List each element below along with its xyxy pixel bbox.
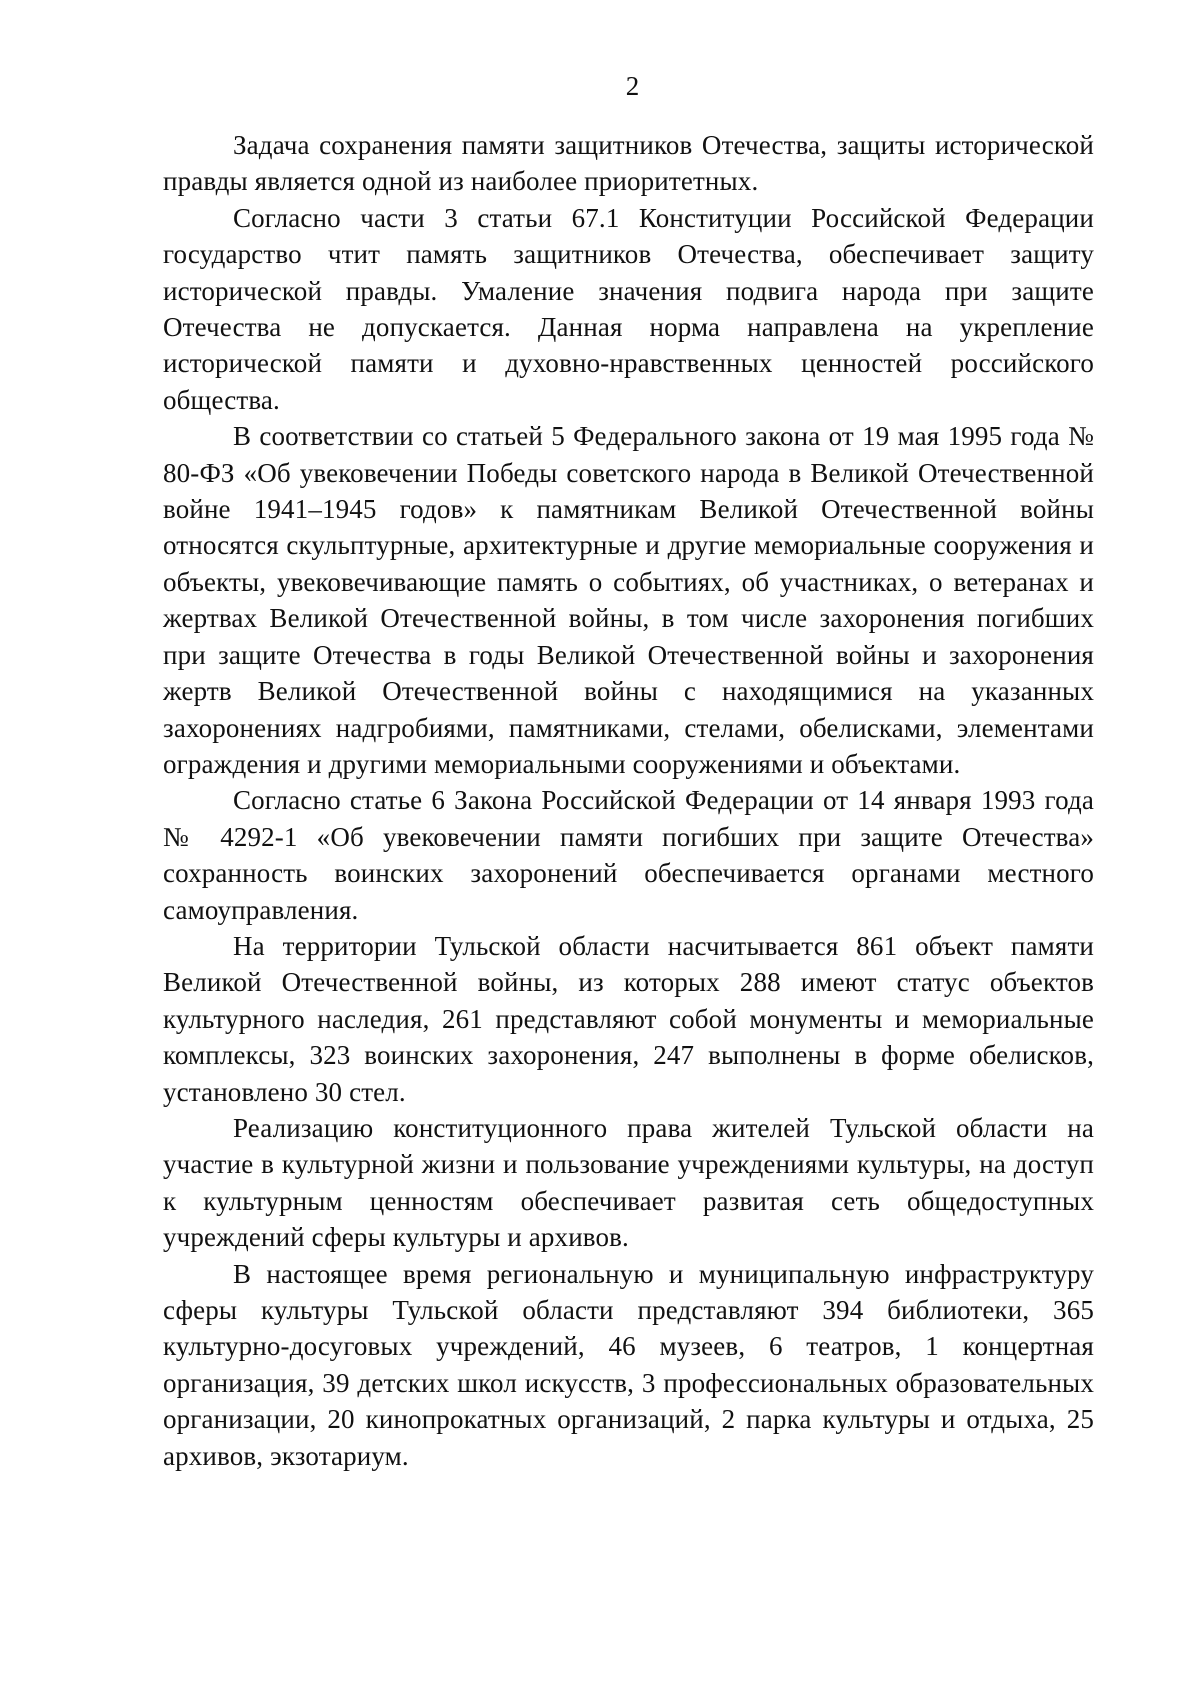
paragraph-6: Реализацию конституционного права жителей Тульской области на участие в культурной жизни и пользование учреждениями культуры, на доступ к культурным ценностям обеспечивает развитая сеть общедоступных учреждений сферы культуры и архивов. <box>163 1112 1094 1253</box>
paragraph-7: В настоящее время региональную и муниципальную инфраструктуру сферы культуры Тульской области представляют 394 библиотеки, 365 культурно-досуговых учреждений, 46 музеев, 6 театров, 1 концертная организация, 39 детских школ искусств, 3 профессиональных образовательных организации, 20 кинопрокатных организаций, 2 парка культуры и отдыха, 25 архивов, экзотариум. <box>163 1258 1094 1471</box>
paragraph-2: Согласно части 3 статьи 67.1 Конституции Российской Федерации государство чтит память защитников Отечества, обеспечивает защиту исторической правды. Умаление значения подвига народа при защите Отечества не допускается. Данная норма направлена на укрепление исторической памяти и духовно-нравственных ценностей российского общества. <box>163 202 1094 415</box>
document-body <box>163 127 1094 1474</box>
paragraph-1: Задача сохранения памяти защитников Отечества, защиты исторической правды является одной из наиболее приоритетных. <box>163 130 1094 197</box>
paragraph-3: В соответствии со статьей 5 Федерального закона от 19 мая 1995 года № 80-ФЗ «Об увековечении Победы советского народа в Великой Отечественной войне 1941–1945 годов» к памятникам Великой Отечественной войны относятся скульптурные, архитектурные и другие мемориальные сооружения и объекты, увековечивающие память о событиях, об участниках, о ветеранах и жертвах Великой Отечественной войны, в том числе захоронения погибших при защите Отечества в годы Великой Отечественной войны и захоронения жертв Великой Отечественной войны с находящимися на указанных захоронениях надгробиями, памятниками, стелами, обелисками, элементами ограждения и другими мемориальными сооружениями и объектами. <box>163 421 1094 779</box>
page-number: 2 <box>625 71 640 101</box>
paragraph-5: На территории Тульской области насчитывается 861 объект памяти Великой Отечественной войны, из которых 288 имеют статус объектов культурного наследия, 261 представляют собой монументы и мемориальные комплексы, 323 воинских захоронения, 247 выполнены в форме обелисков, установлено 30 стел. <box>163 930 1094 1107</box>
paragraph-4: Согласно статье 6 Закона Российской Федерации от 14 января 1993 года № 4292-1 «Об увековечении памяти погибших при защите Отечества» сохранность воинских захоронений обеспечивается органами местного самоуправления. <box>163 785 1094 925</box>
